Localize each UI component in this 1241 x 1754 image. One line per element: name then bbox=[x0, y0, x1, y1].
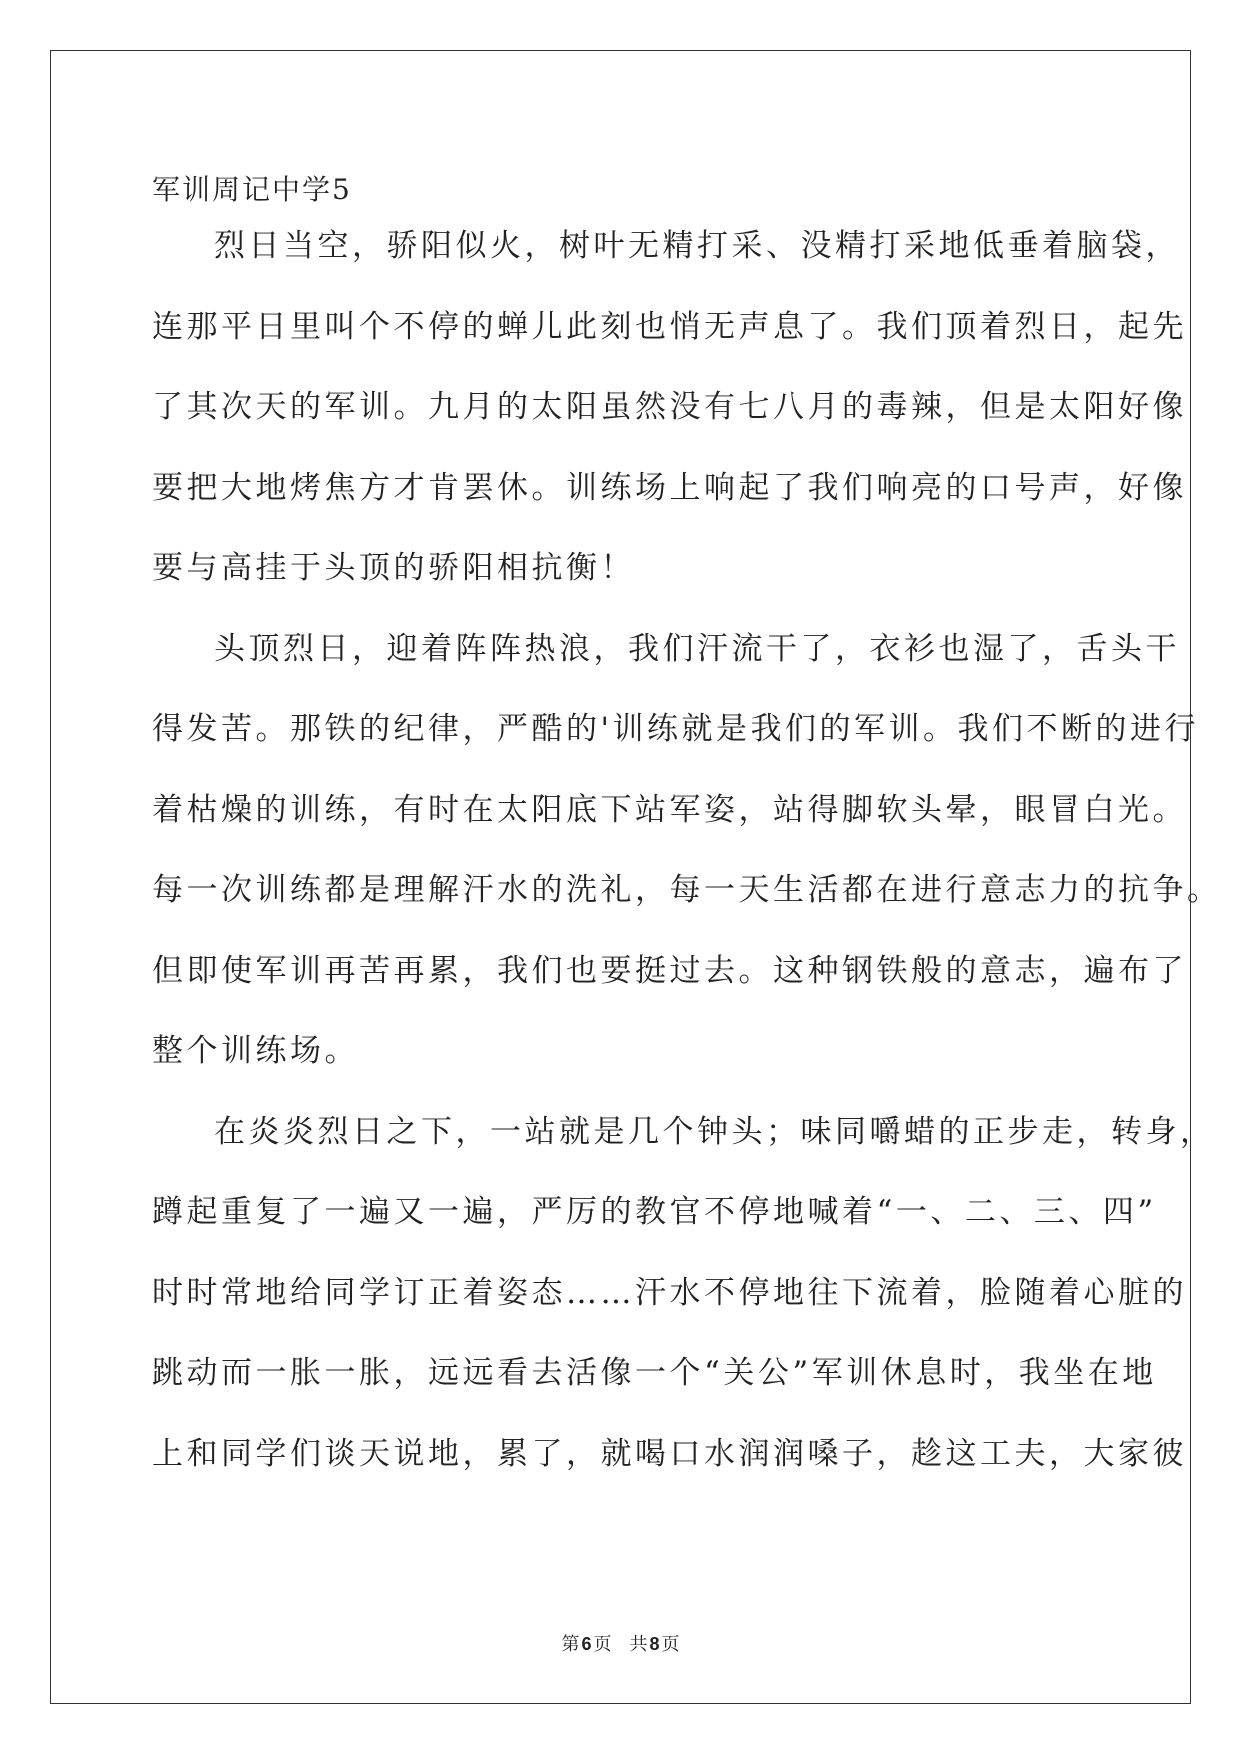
paragraph-2-line-3: 着枯燥的训练，有时在太阳底下站军姿，站得脚软头晕，眼冒白光。 bbox=[152, 791, 1187, 828]
paragraph-1-line-4: 要把大地烤焦方才肯罢休。训练场上响起了我们响亮的口号声，好像 bbox=[152, 469, 1187, 506]
document-body bbox=[152, 226, 1222, 1514]
footer-page-prefix: 第 bbox=[561, 1634, 580, 1655]
paragraph-3-line-5: 上和同学们谈天说地，累了，就喝口水润润嗓子，趁这工夫，大家彼 bbox=[152, 1435, 1187, 1472]
paragraph-1-line-2: 连那平日里叫个不停的蝉儿此刻也悄无声息了。我们顶着烈日，起先 bbox=[152, 308, 1187, 345]
paragraph-3-line-3: 时时常地给同学订正着姿态……汗水不停地往下流着，脸随着心脏的 bbox=[152, 1274, 1187, 1311]
paragraph-2-line-6: 整个训练场。 bbox=[152, 1033, 359, 1069]
paragraph-1-line-1: 烈日当空，骄阳似火，树叶无精打采、没精打采地低垂着脑袋， bbox=[214, 228, 1180, 264]
document-title: 军训周记中学5 bbox=[152, 173, 352, 206]
paragraph-3-line-2: 蹲起重复了一遍又一遍，严厉的教官不停地喊着“一、二、三、四” bbox=[152, 1194, 1157, 1230]
paragraph-1-line-3: 了其次天的军训。九月的太阳虽然没有七八月的毒辣，但是太阳好像 bbox=[152, 389, 1187, 425]
paragraph-2-line-4: 每一次训练都是理解汗水的洗礼，每一天生活都在进行意志力的抗争。 bbox=[152, 872, 1222, 908]
footer-total-pages: 8 bbox=[649, 1634, 660, 1654]
paragraph-2-line-5: 但即使军训再苦再累，我们也要挺过去。这种钢铁般的意志，遍布了 bbox=[152, 952, 1187, 989]
footer-total-prefix: 共 bbox=[629, 1634, 648, 1655]
paragraph-3-line-4: 跳动而一胀一胀，远远看去活像一个“关公”军训休息时，我坐在地 bbox=[152, 1355, 1157, 1391]
paragraph-2-line-2: 得发苦。那铁的纪律，严酷的'训练就是我们的军训。我们不断的进行 bbox=[152, 711, 1200, 747]
paragraph-2-line-1: 头顶烈日，迎着阵阵热浪，我们汗流干了，衣衫也湿了，舌头干 bbox=[214, 630, 1180, 667]
footer-page-suffix: 页 bbox=[593, 1634, 612, 1655]
paragraph-3-line-1: 在炎炎烈日之下，一站就是几个钟头；味同嚼蜡的正步走，转身， bbox=[214, 1113, 1215, 1150]
footer-total-suffix: 页 bbox=[661, 1634, 680, 1655]
footer-page-number: 6 bbox=[581, 1634, 592, 1654]
paragraph-1-line-5: 要与高挂于头顶的骄阳相抗衡！ bbox=[152, 550, 635, 586]
page-footer bbox=[0, 1632, 1241, 1657]
